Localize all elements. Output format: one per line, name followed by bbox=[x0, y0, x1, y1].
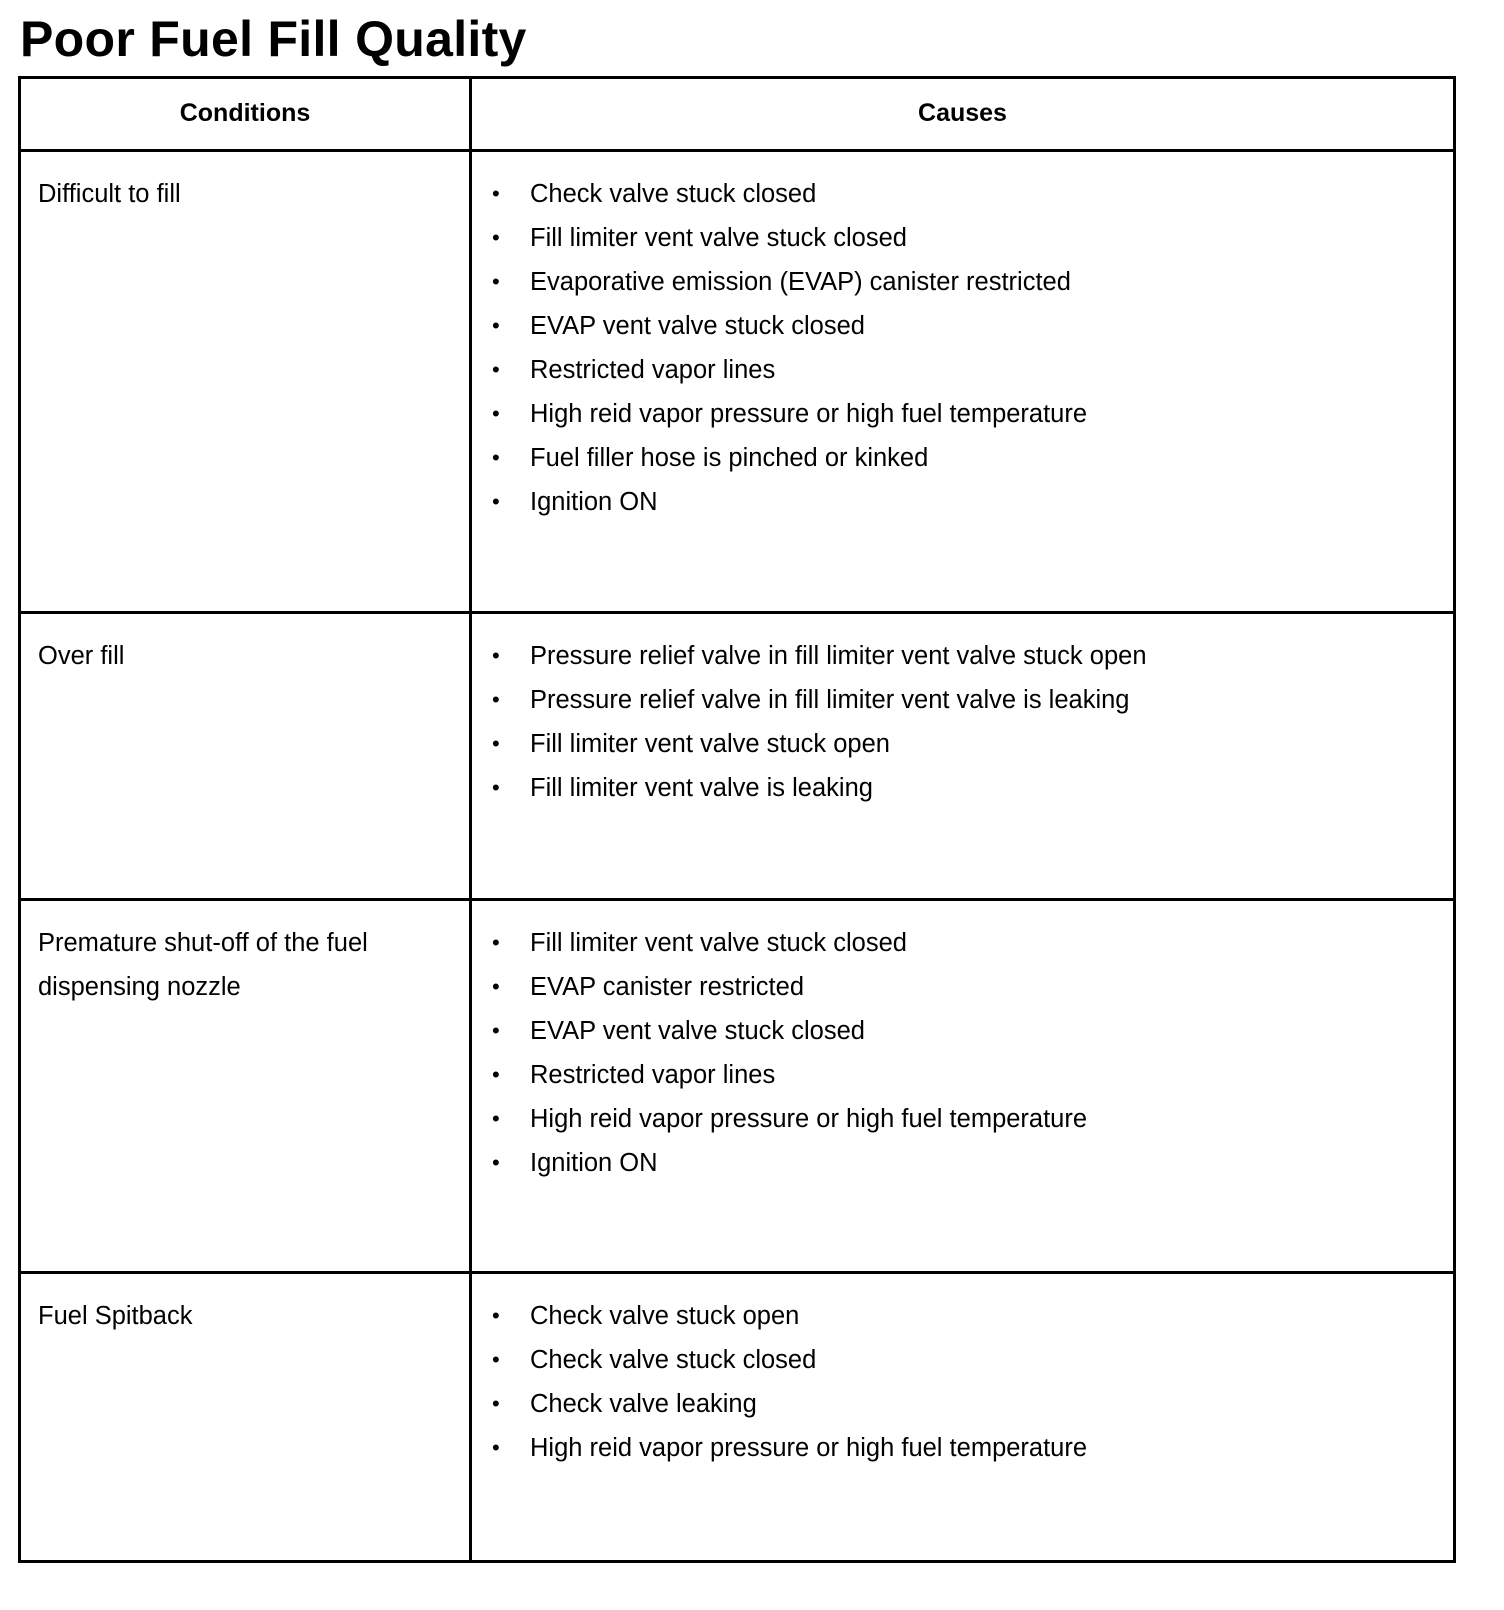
cause-text: Check valve leaking bbox=[530, 1390, 757, 1418]
list-item bbox=[490, 348, 1443, 392]
bullet-icon: • bbox=[492, 643, 500, 668]
diagnostic-table bbox=[18, 76, 1456, 1563]
causes-cell bbox=[472, 1274, 1453, 1560]
cause-text: Fill limiter vent valve stuck closed bbox=[530, 224, 907, 252]
list-item bbox=[490, 1338, 1443, 1382]
causes-cell bbox=[472, 614, 1453, 898]
bullet-icon: • bbox=[492, 1062, 500, 1087]
list-item bbox=[490, 766, 1443, 810]
bullet-icon: • bbox=[492, 225, 500, 250]
cause-text: Fuel filler hose is pinched or kinked bbox=[530, 444, 929, 472]
page-title: Poor Fuel Fill Quality bbox=[20, 11, 527, 67]
cause-text: Ignition ON bbox=[530, 1149, 658, 1177]
bullet-icon: • bbox=[492, 181, 500, 206]
cause-text: Check valve stuck open bbox=[530, 1302, 800, 1330]
cause-list bbox=[490, 172, 1443, 524]
cause-text: Restricted vapor lines bbox=[530, 356, 776, 384]
table-row bbox=[21, 898, 1453, 1271]
table-row bbox=[21, 611, 1453, 898]
cause-text: High reid vapor pressure or high fuel temperature bbox=[530, 1434, 1088, 1462]
bullet-icon: • bbox=[492, 1303, 500, 1328]
cause-text: Fill limiter vent valve stuck closed bbox=[530, 929, 907, 957]
bullet-icon: • bbox=[492, 1018, 500, 1043]
bullet-icon: • bbox=[492, 687, 500, 712]
bullet-icon: • bbox=[492, 489, 500, 514]
list-item bbox=[490, 634, 1443, 678]
cause-text: Restricted vapor lines bbox=[530, 1061, 776, 1089]
causes-cell bbox=[472, 152, 1453, 611]
table-row bbox=[21, 1271, 1453, 1560]
bullet-icon: • bbox=[492, 357, 500, 382]
list-item bbox=[490, 965, 1443, 1009]
cause-text: Check valve stuck closed bbox=[530, 180, 817, 208]
bullet-icon: • bbox=[492, 974, 500, 999]
list-item bbox=[490, 1382, 1443, 1426]
bullet-icon: • bbox=[492, 1106, 500, 1131]
list-item bbox=[490, 1097, 1443, 1141]
cause-list bbox=[490, 1294, 1443, 1470]
cause-text: Check valve stuck closed bbox=[530, 1346, 817, 1374]
cause-text: Evaporative emission (EVAP) canister restricted bbox=[530, 268, 1071, 296]
bullet-icon: • bbox=[492, 731, 500, 756]
cause-text: EVAP canister restricted bbox=[530, 973, 805, 1001]
list-item bbox=[490, 436, 1443, 480]
table-header-row bbox=[21, 79, 1453, 149]
list-item bbox=[490, 480, 1443, 524]
cause-text: Ignition ON bbox=[530, 488, 658, 516]
bullet-icon: • bbox=[492, 269, 500, 294]
list-item bbox=[490, 216, 1443, 260]
condition-cell: Premature shut-off of the fuel dispensing nozzle bbox=[21, 901, 472, 1271]
list-item bbox=[490, 172, 1443, 216]
cause-list bbox=[490, 921, 1443, 1185]
causes-header: Causes bbox=[918, 98, 1007, 127]
list-item bbox=[490, 1141, 1443, 1185]
cause-text: Fill limiter vent valve stuck open bbox=[530, 730, 890, 758]
bullet-icon: • bbox=[492, 313, 500, 338]
bullet-icon: • bbox=[492, 1150, 500, 1175]
condition-cell: Fuel Spitback bbox=[21, 1274, 472, 1560]
cause-text: EVAP vent valve stuck closed bbox=[530, 312, 865, 340]
list-item bbox=[490, 1426, 1443, 1470]
list-item bbox=[490, 304, 1443, 348]
cause-list bbox=[490, 634, 1443, 810]
conditions-header: Conditions bbox=[21, 79, 472, 149]
list-item bbox=[490, 1009, 1443, 1053]
bullet-icon: • bbox=[492, 1391, 500, 1416]
list-item bbox=[490, 1294, 1443, 1338]
list-item bbox=[490, 678, 1443, 722]
list-item bbox=[490, 722, 1443, 766]
condition-cell: Over fill bbox=[21, 614, 472, 898]
condition-cell: Difficult to fill bbox=[21, 152, 472, 611]
causes-cell bbox=[472, 901, 1453, 1271]
list-item bbox=[490, 1053, 1443, 1097]
bullet-icon: • bbox=[492, 775, 500, 800]
list-item bbox=[490, 921, 1443, 965]
bullet-icon: • bbox=[492, 445, 500, 470]
cause-text: High reid vapor pressure or high fuel temperature bbox=[530, 400, 1088, 428]
cause-text: Pressure relief valve in fill limiter vent valve is leaking bbox=[530, 686, 1130, 714]
list-item bbox=[490, 392, 1443, 436]
table-row bbox=[21, 149, 1453, 611]
bullet-icon: • bbox=[492, 930, 500, 955]
cause-text: EVAP vent valve stuck closed bbox=[530, 1017, 865, 1045]
list-item bbox=[490, 260, 1443, 304]
bullet-icon: • bbox=[492, 1435, 500, 1460]
cause-text: Pressure relief valve in fill limiter vent valve stuck open bbox=[530, 642, 1147, 670]
cause-text: Fill limiter vent valve is leaking bbox=[530, 774, 873, 802]
bullet-icon: • bbox=[492, 1347, 500, 1372]
cause-text: High reid vapor pressure or high fuel temperature bbox=[530, 1105, 1088, 1133]
bullet-icon: • bbox=[492, 401, 500, 426]
